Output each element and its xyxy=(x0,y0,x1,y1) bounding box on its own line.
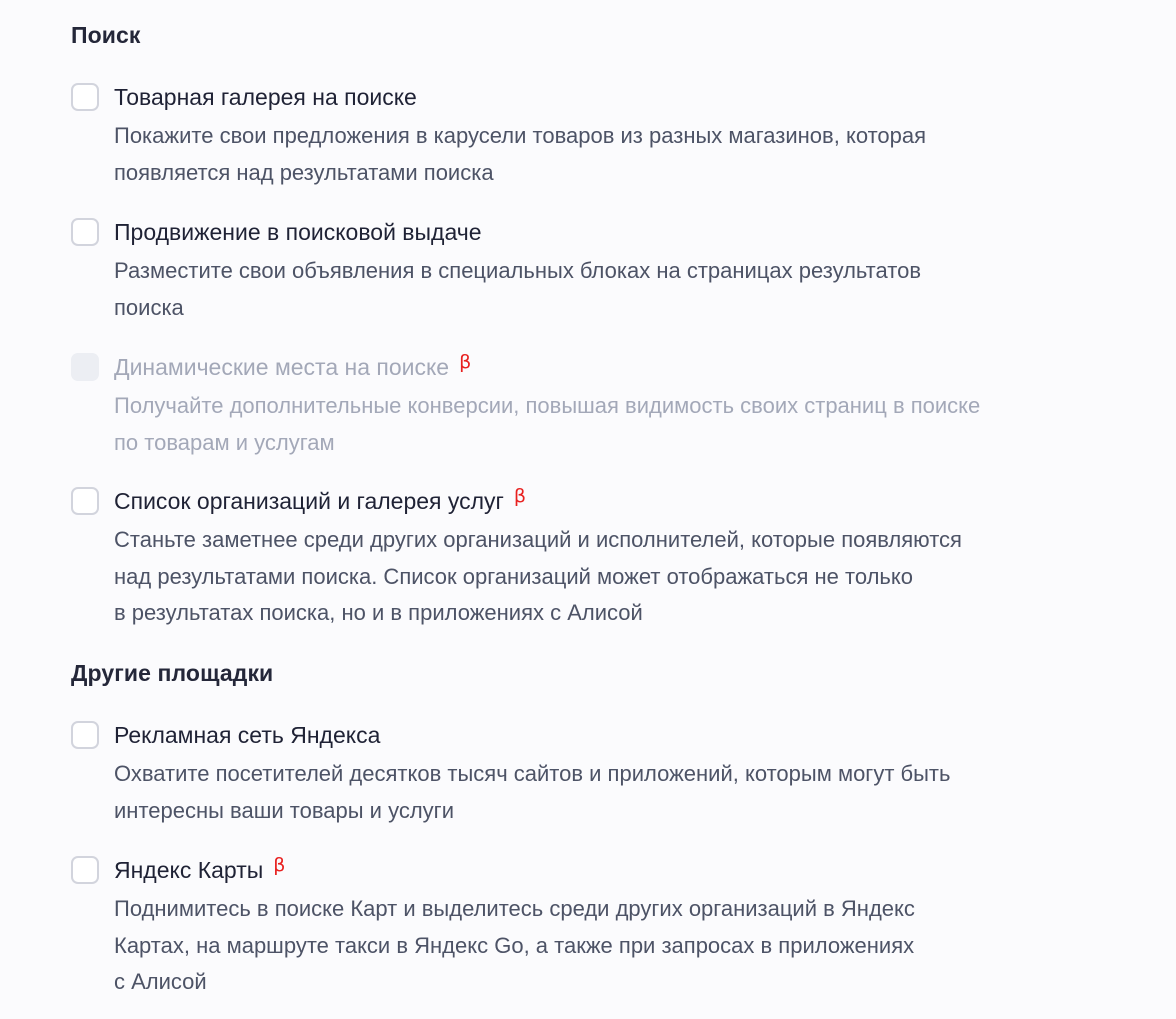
option-description: Разместите свои объявления в специальных блоках на страницах результатов поиска xyxy=(114,258,922,320)
search-promotion-checkbox[interactable] xyxy=(71,218,99,246)
section-title-other-platforms: Другие площадки xyxy=(71,660,274,686)
option-description: Станьте заметнее среди других организаций и исполнителей, которые появляются над результатами поиска. Список организаций может отображаться не только в результатах поиска, но и в приложениях с Алисой xyxy=(114,527,962,625)
option-description: Получайте дополнительные конверсии, повышая видимость своих страниц в поиске по товарам и услугам xyxy=(114,393,981,455)
option-title[interactable]: Продвижение в поисковой выдаче xyxy=(114,219,482,245)
product-gallery-checkbox[interactable] xyxy=(71,83,99,111)
option-title[interactable]: Яндекс Карты β xyxy=(114,854,285,886)
option-title[interactable]: Список организаций и галерея услуг β xyxy=(114,485,526,517)
beta-badge: β xyxy=(273,854,286,876)
organizations-list-checkbox[interactable] xyxy=(71,487,99,515)
option-description: Поднимитесь в поиске Карт и выделитесь среди других организаций в Яндекс Картах, на маршруте такси в Яндекс Go, а также при запросах в приложениях с Алисой xyxy=(114,896,915,994)
option-description: Охватите посетителей десятков тысяч сайтов и приложений, которым могут быть интересны ваши товары и услуги xyxy=(114,761,951,823)
yandex-ad-network-checkbox[interactable] xyxy=(71,721,99,749)
beta-badge: β xyxy=(513,485,527,507)
option-title: Динамические места на поиске β xyxy=(114,351,471,383)
yandex-maps-checkbox[interactable] xyxy=(71,856,99,884)
option-title[interactable]: Рекламная сеть Яндекса xyxy=(114,722,381,748)
dynamic-places-checkbox xyxy=(71,353,99,381)
beta-badge: β xyxy=(459,351,472,373)
option-description: Покажите свои предложения в карусели товаров из разных магазинов, которая появляется над результатами поиска xyxy=(114,123,927,185)
option-title[interactable]: Товарная галерея на поиске xyxy=(114,84,417,110)
section-title-search: Поиск xyxy=(71,22,141,48)
